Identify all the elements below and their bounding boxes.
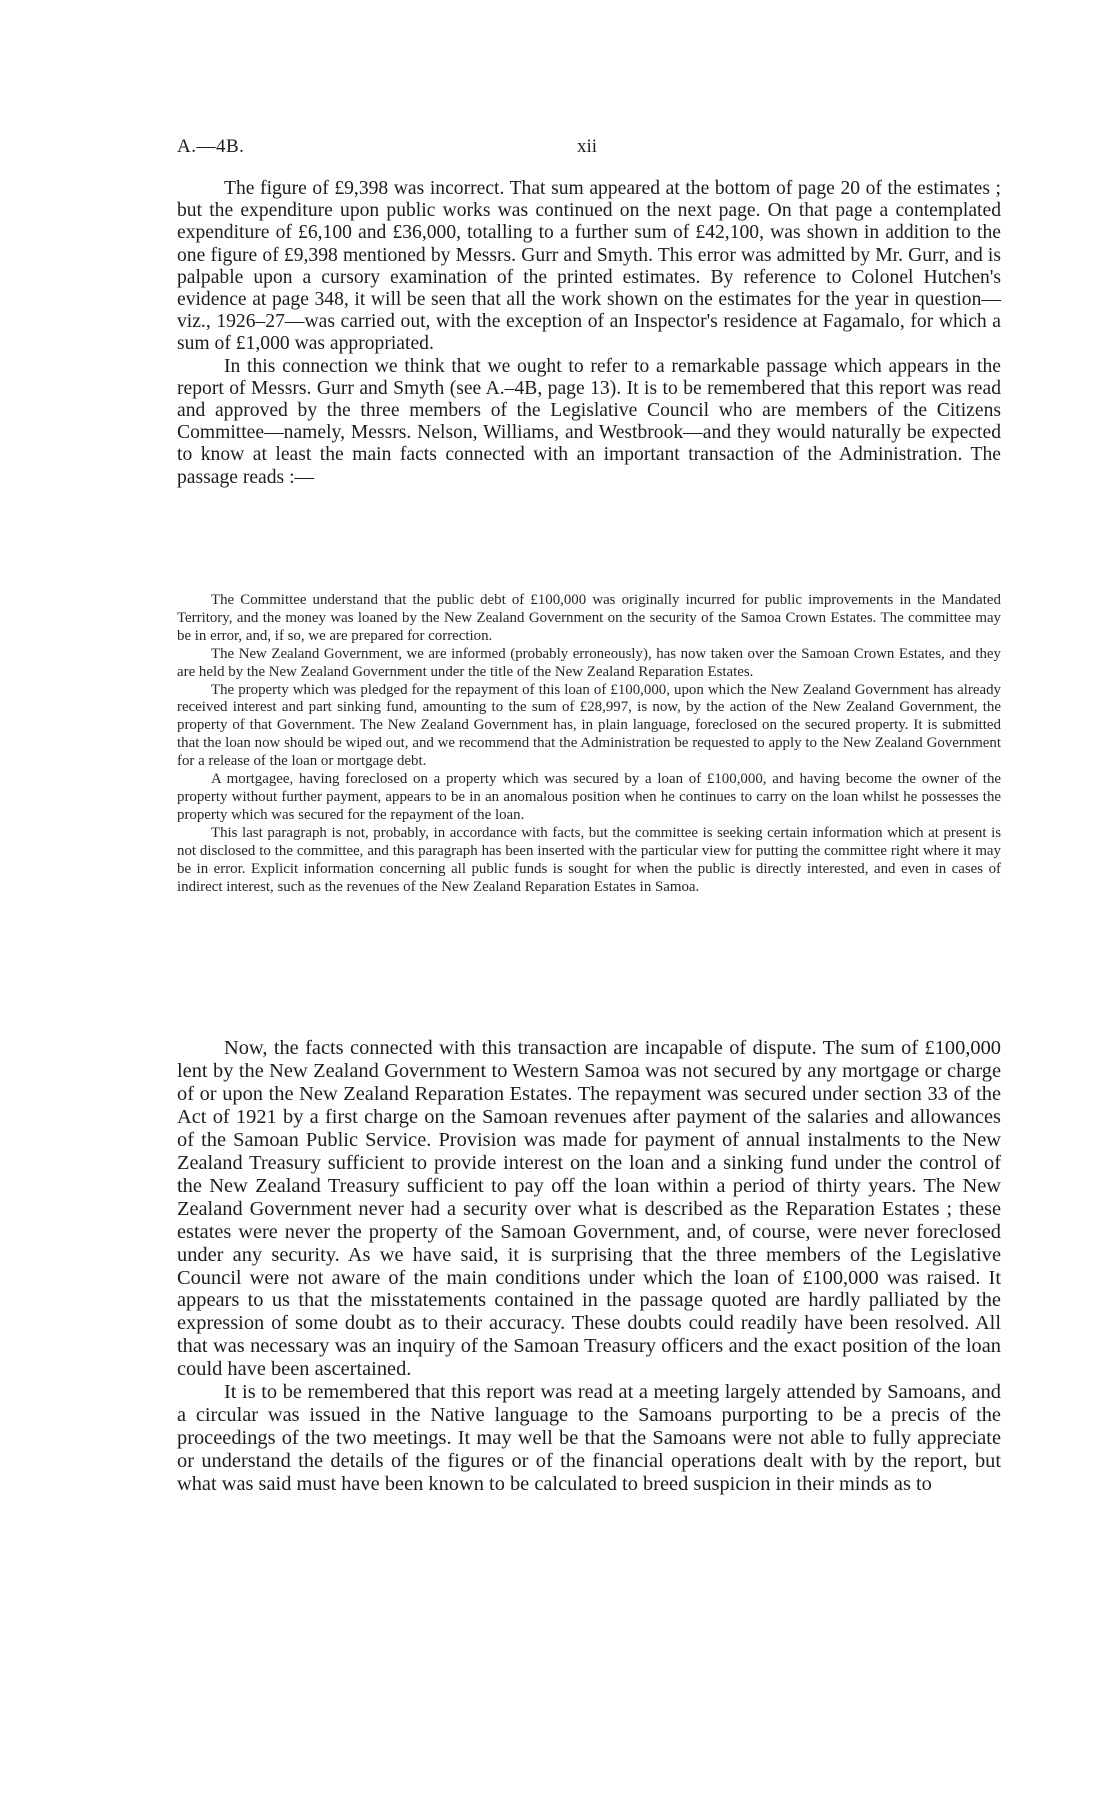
quote-paragraph: A mortgagee, having foreclosed on a property which was secured by a loan of £100,000, and having become the owner of the property without further payment, appears to be in an anomalous position when he continues to carry on the loan whilst he possesses the property which was secured for the repayment of the loan. (177, 771, 1001, 823)
paragraph: In this connection we think that we ought to refer to a remarkable passage which appears in the report of Messrs. Gurr and Smyth (see A.–4B, page 13). It is to be remembered that this report was read and approved by the three members of the Legislative Council who are members of the Citizens Committee—namely, Messrs. Nelson, Williams, and Westbrook—and they would naturally be expected to know at least the main facts connected with an important transaction of the Administration. The passage reads :— (177, 355, 1001, 488)
quote-paragraph: This last paragraph is not, probably, in accordance with facts, but the committee is seeking certain information which at present is not disclosed to the committee, and this paragraph has been inserted with the particular view for putting the committee right where it may be in error. Explicit information concerning all public funds is sought for when the public is directly interested, and even in cases of indirect interest, such as the revenues of the New Zealand Reparation Estates in Samoa. (177, 824, 1001, 895)
quote-paragraph: The Committee understand that the public debt of £100,000 was originally incurred for public improvements in the Mandated Territory, and the money was loaned by the New Zealand Government on the security of the Samoa Crown Estates. The committee may be in error, and, if so, we are prepared for correction. (177, 592, 1001, 644)
paragraph: It is to be remembered that this report was read at a meeting largely attended by Samoans, and a circular was issued in the Native language to the Samoans purporting to be a precis of the proceedings of the two meetings. It may well be that the Samoans were not able to fully appreciate or understand the details of the figures or of the financial operations dealt with by the report, but what was said must have been known to be calculated to breed suspicion in their minds as to (177, 1381, 1001, 1496)
quoted-passage (177, 592, 1001, 896)
document-reference: A.—4B. (177, 136, 245, 157)
paragraph: The figure of £9,398 was incorrect. That sum appeared at the bottom of page 20 of the estimates ; but the expenditure upon public works was continued on the next page. On that page a contemplated expenditure of £6,100 and £36,000, totalling to a further sum of £42,100, was shown in addition to the one figure of £9,398 mentioned by Messrs. Gurr and Smyth. This error was admitted by Mr. Gurr, and is palpable upon a cursory examination of the printed estimates. By reference to Colonel Hutchen's evidence at page 348, it will be seen that all the work shown on the estimates for the year in question—viz., 1926–27—was carried out, with the exception of an Inspector's residence at Fagamalo, for which a sum of £1,000 was appropriated. (177, 178, 1001, 355)
upper-body-text (177, 178, 1001, 489)
lower-body-text (177, 1037, 1001, 1496)
page-number: xii (577, 136, 598, 157)
running-header (177, 136, 1001, 160)
paragraph: Now, the facts connected with this transaction are incapable of dispute. The sum of £100,000 lent by the New Zealand Government to Western Samoa was not secured by any mortgage or charge of or upon the New Zealand Reparation Estates. The repayment was secured under section 33 of the Act of 1921 by a first charge on the Samoan revenues after payment of the salaries and allowances of the Samoan Public Service. Provision was made for payment of annual instalments to the New Zealand Treasury sufficient to provide interest on the loan and a sinking fund under the control of the New Zealand Treasury sufficient to pay off the loan within a period of thirty years. The New Zealand Government never had a security over what is described as the Reparation Estates ; these estates were never the property of the Samoan Government, and, of course, were never foreclosed under any security. As we have said, it is surprising that the three members of the Legislative Council were not aware of the main conditions under which the loan of £100,000 was raised. It appears to us that the misstatements contained in the passage quoted are hardly palliated by the expression of some doubt as to their accuracy. These doubts could readily have been resolved. All that was necessary was an inquiry of the Samoan Treasury officers and the exact position of the loan could have been ascertained. (177, 1037, 1001, 1381)
quote-paragraph: The New Zealand Government, we are informed (probably erroneously), has now taken over the Samoan Crown Estates, and they are held by the New Zealand Government under the title of the New Zealand Reparation Estates. (177, 645, 1001, 680)
quote-paragraph: The property which was pledged for the repayment of this loan of £100,000, upon which the New Zealand Government has already received interest and part sinking fund, amounting to the sum of £28,997, is now, by the action of the New Zealand Government, the property of that Government. The New Zealand Government has, in plain language, foreclosed on the secured property. It is submitted that the loan now should be wiped out, and we recommend that the Administration be requested to apply to the New Zealand Government for a release of the loan or mortgage debt. (177, 681, 1001, 770)
